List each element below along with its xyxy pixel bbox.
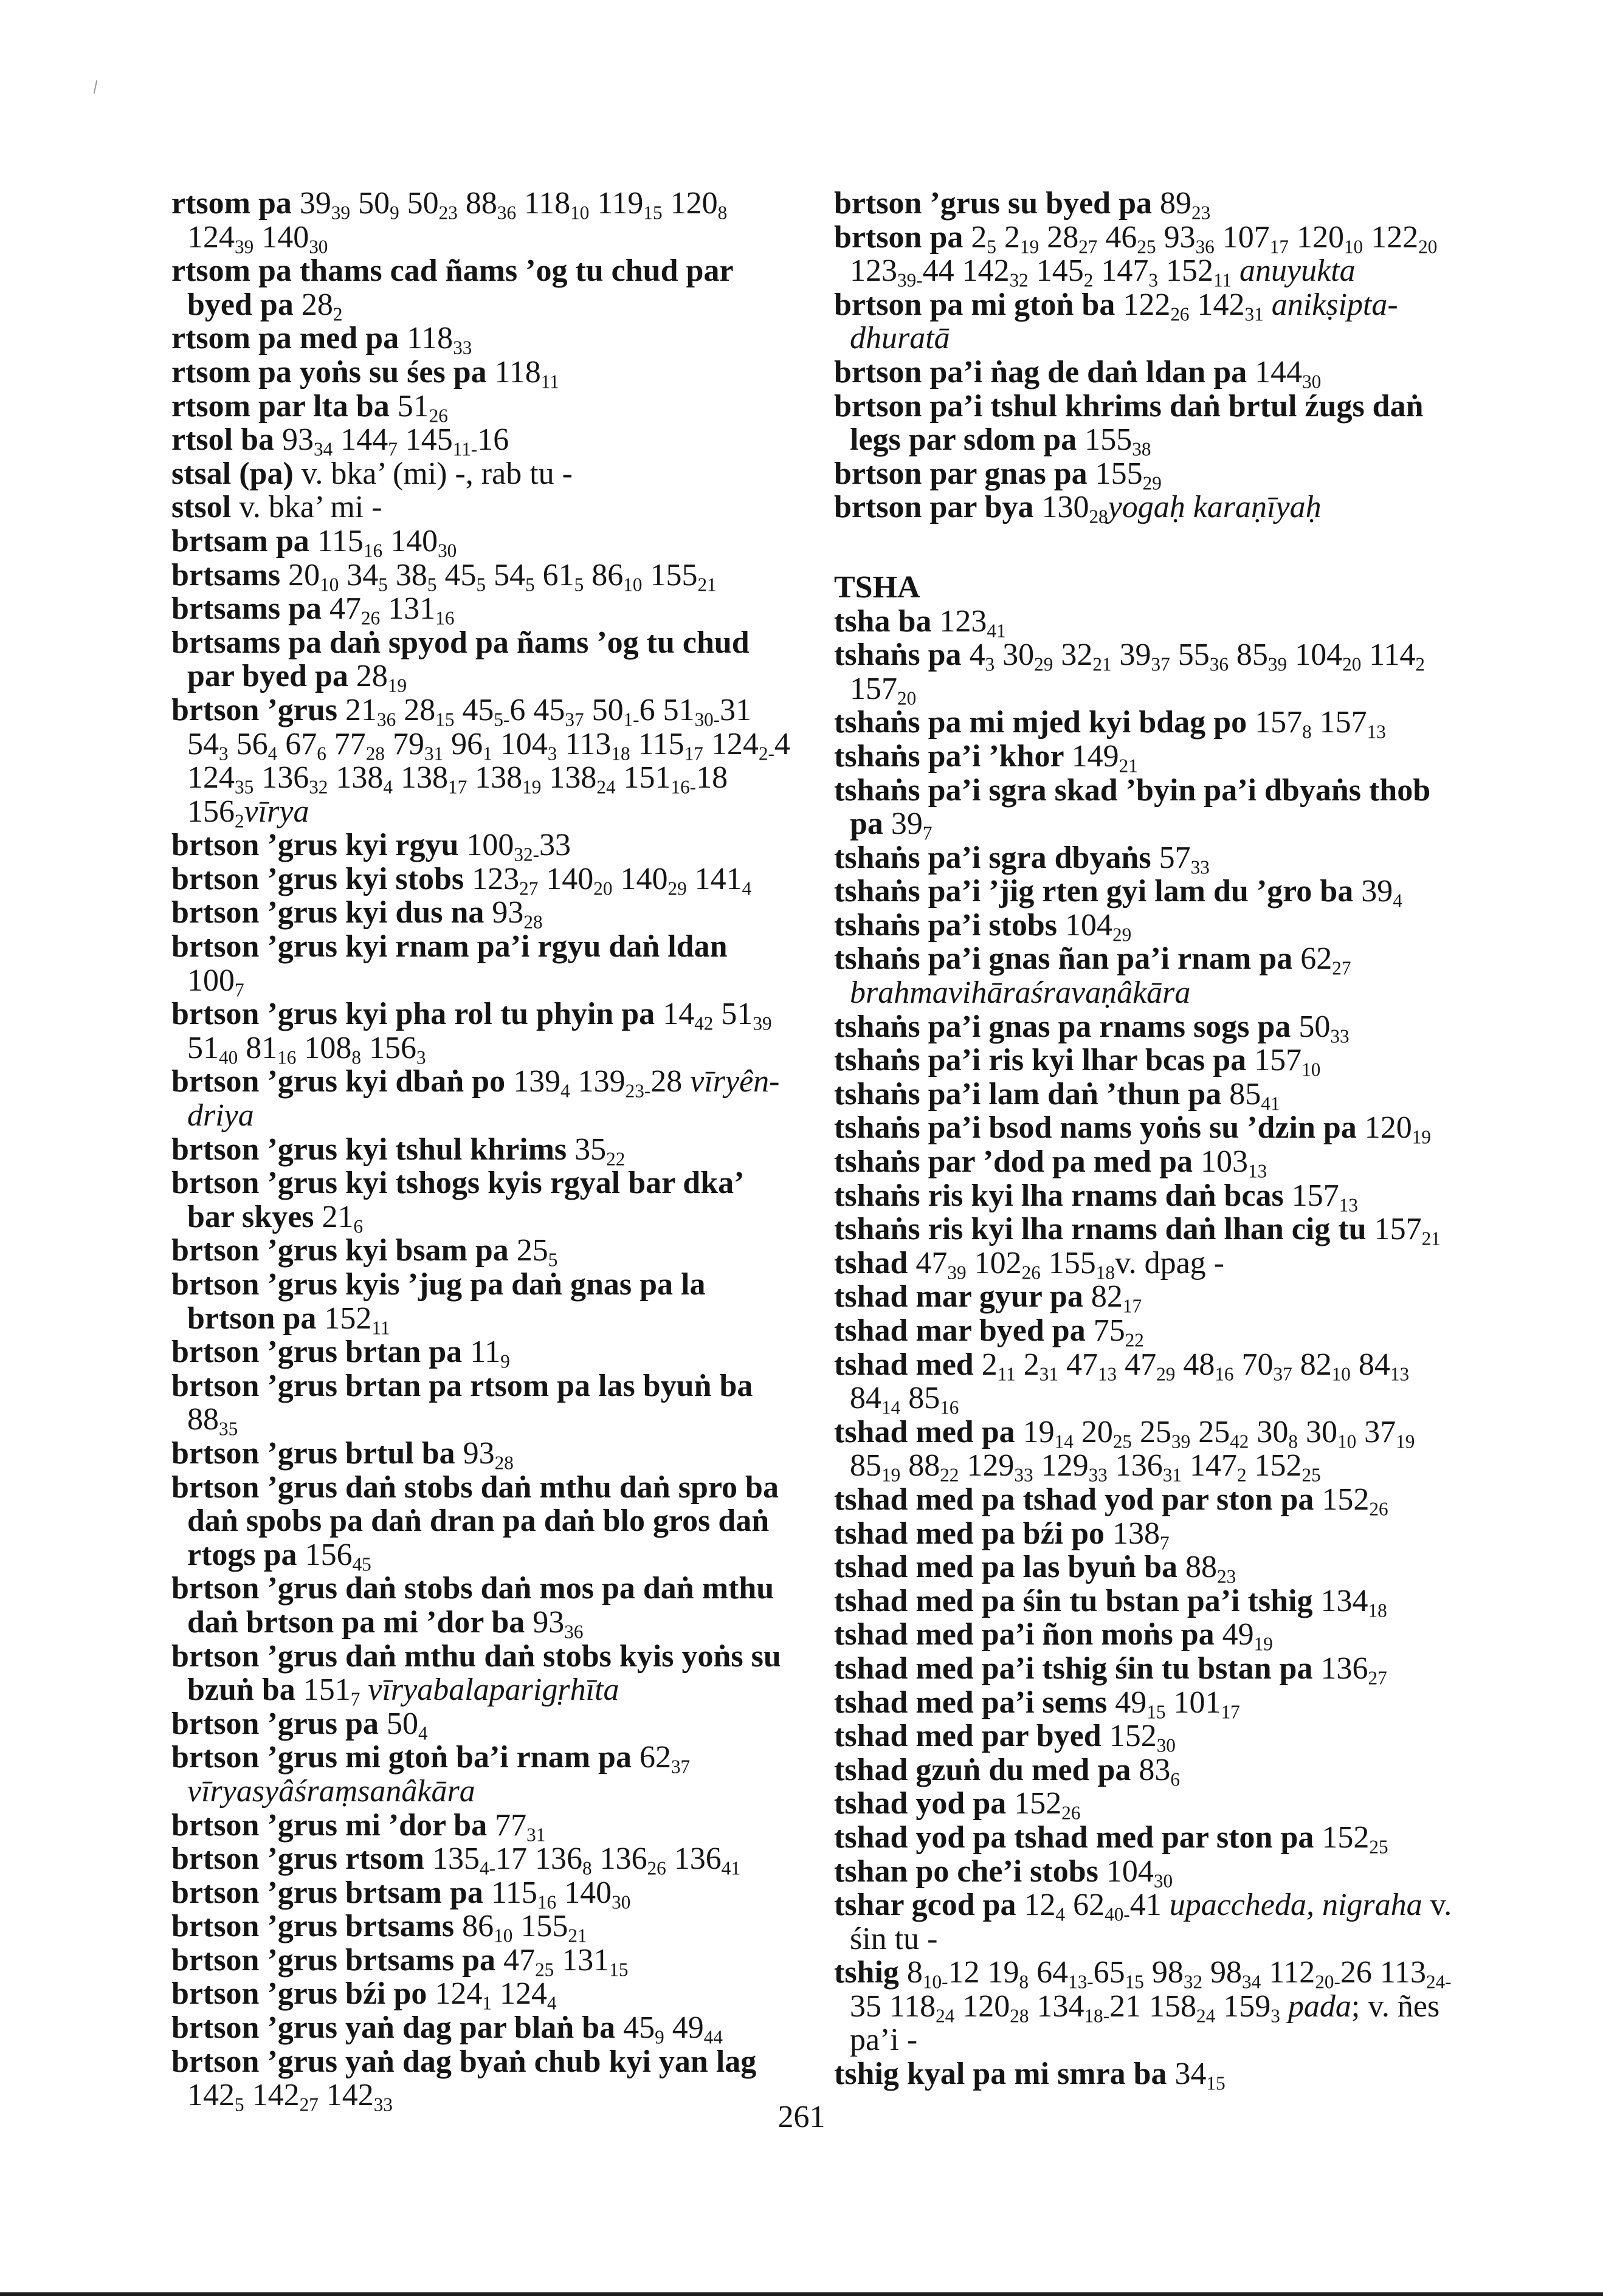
index-entry: [834, 1245, 1454, 1284]
index-entry: [834, 605, 1454, 639]
page-references: $47_{26}$ $131_{16}$: [329, 591, 455, 629]
page-references: $8_{10-}12$ $19_8$ $64_{13-}65_{15}$ $98_{32}$ $98_{34}$ $112_{20-}26$ $113_{24-}35$ $118_{24}$ $120_{28}$ $134_{18-}21$ $158_{24}$ $159_3$: [850, 1955, 1452, 2027]
headword: brtson ’grus rtsom: [171, 1841, 432, 1877]
headword: brtson pa: [834, 219, 971, 255]
headword: brtson ’grus su byed pa: [834, 186, 1160, 221]
sanskrit-equivalent: brahmavihāraśravaṇâkāra: [850, 975, 1191, 1011]
headword: tshad med pa’i sems: [834, 1685, 1115, 1720]
headword: brtson ’grus kyi pha rol tu phyin pa: [171, 997, 663, 1032]
index-entry: [834, 1482, 1454, 1520]
index-entry: [834, 1855, 1454, 1889]
headword: brtsams: [171, 557, 289, 593]
headword: brtson ’grus yaṅ dag byaṅ chub kyi yan lag: [171, 2044, 757, 2079]
index-entry: [834, 942, 1454, 1009]
headword: rtsom pa med pa: [171, 321, 407, 356]
page-references: $157_{10}$: [1254, 1043, 1321, 1081]
page-references: $104_{30}$: [1106, 1854, 1173, 1891]
page-references: $152_{25}$: [1322, 1820, 1388, 1858]
headword: tshad med: [834, 1347, 982, 1382]
index-entry: [171, 1065, 791, 1132]
index-entry: [171, 2010, 791, 2048]
page-references: $93_{36}$: [533, 1604, 584, 1643]
index-entry: [834, 1786, 1454, 1824]
page-references: $35_{22}$: [574, 1132, 626, 1169]
headword: brtson ’grus kyi dus na: [171, 895, 492, 930]
headword: brtson ’grus brtul ba: [171, 1435, 463, 1471]
page-references: $85_{41}$: [1229, 1076, 1280, 1115]
index-entry: [171, 1133, 791, 1167]
index-entry: [171, 1942, 791, 1981]
headword: rtsom pa: [171, 186, 300, 221]
cross-reference: v. bka’ mi -: [239, 490, 382, 525]
headword: brtson ’grus brtan pa rtsom pa las byuṅ ba: [171, 1368, 753, 1403]
index-entry: [171, 1909, 791, 1947]
page-references: $39_{39}$ $50_9$ $50_{23}$ $88_{36}$ $118_{10}$ $119_{15}$ $120_8$ $124_{39}$ $140_{30}$: [187, 186, 728, 257]
sanskrit-equivalent: vīryên-driya: [187, 1064, 780, 1133]
index-entry: [834, 1719, 1454, 1756]
index-entry: [834, 1144, 1454, 1182]
sanskrit-equivalent: vīrya: [244, 794, 309, 829]
index-entry: [834, 1517, 1454, 1551]
sanskrit-equivalent: yogaḥ karaṇīyaḥ: [1108, 490, 1322, 525]
index-entry: [171, 1335, 791, 1372]
index-entry: [171, 186, 791, 257]
index-entry: [171, 1638, 791, 1710]
page-references: $25_5$: [516, 1233, 558, 1271]
index-entry: [171, 1233, 791, 1271]
headword: tshaṅs pa mi mjed kyi bdag po: [834, 705, 1255, 740]
page-references: $120_{19}$: [1364, 1110, 1431, 1148]
index-entry: [834, 1820, 1454, 1858]
index-entry: [834, 186, 1454, 224]
page-references: $86_{10}$ $155_{21}$: [462, 1909, 587, 1947]
index-entry: [834, 1583, 1454, 1621]
headword: tshaṅs ris kyi lha rnams daṅ lhan cig tu: [834, 1212, 1374, 1247]
page-references: $157_{13}$: [1291, 1178, 1358, 1215]
page-references: $130_{28}$: [1041, 490, 1108, 528]
headword: tshaṅs ris kyi lha rnams daṅ bcas: [834, 1178, 1292, 1213]
headword: brtson par gnas pa: [834, 456, 1095, 491]
headword: brtson ’grus kyi tshogs kyis rgyal bar dka’ bar skyes: [171, 1166, 742, 1234]
index-entry: [171, 861, 791, 899]
headword: tsha ba: [834, 603, 940, 639]
headword: tshad med pa bźi po: [834, 1516, 1112, 1551]
index-entry: [171, 1875, 791, 1913]
headword: brtsams pa: [171, 591, 330, 627]
index-entry: [171, 1741, 791, 1808]
page-references: $2_5$ $2_{19}$ $28_{27}$ $46_{25}$ $93_{36}$ $107_{17}$ $120_{10}$ $122_{20}$ $123_{39-}44$ $142_{32}$ $145_2$ $147_3$ $152_{11}$: [850, 219, 1438, 291]
headword: tshaṅs pa’i ’jig rten gyi lam du ’gro ba: [834, 874, 1362, 909]
headword: tshad med pa: [834, 1414, 1023, 1449]
page-references: $45_9$ $49_{44}$: [623, 2010, 723, 2048]
index-entry: [834, 1888, 1454, 1956]
index-entry: [834, 1212, 1454, 1249]
sanskrit-equivalent: upaccheda, nigraha: [1169, 1888, 1422, 1923]
headword: tshaṅs pa’i sgra skad ’byin pa’i dbyaṅs thob pa: [834, 772, 1431, 842]
page-references: $83_6$: [1139, 1752, 1180, 1790]
headword: brtson ’grus kyi bsam pa: [171, 1233, 517, 1268]
index-entry: [834, 1076, 1454, 1115]
headword: tshad yod pa: [834, 1786, 1015, 1821]
page-references: $138_7$: [1112, 1516, 1170, 1553]
page-references: $39_4$: [1361, 874, 1402, 912]
right-column: [834, 186, 1454, 2094]
page-references: $77_{31}$: [495, 1807, 546, 1845]
headword: brtson pa mi gtoṅ ba: [834, 287, 1123, 322]
page-references: $104_{29}$: [1065, 907, 1132, 946]
headword: tshad med pa las byuṅ ba: [834, 1550, 1185, 1585]
index-entry: [834, 288, 1454, 356]
page-references: $88_{23}$: [1185, 1550, 1236, 1587]
page-references: $75_{22}$: [1093, 1313, 1144, 1351]
index-entry: [171, 929, 791, 1001]
sanskrit-equivalent: pada: [1288, 1988, 1351, 2024]
index-entry: [834, 738, 1454, 777]
headword: tshad med par byed: [834, 1719, 1109, 1754]
scan-mark: [94, 80, 98, 94]
page-references: $157_{21}$: [1374, 1212, 1441, 1249]
headword: rtsom pa yoṅs su śes pa: [171, 354, 495, 390]
index-entry: [834, 874, 1454, 912]
page-references: $21_{36}$ $28_{15}$ $45_{5-}6$ $45_{37}$ $50_{1-}6$ $51_{30-}31$ $54_3$ $56_4$ $67_6$ $77_{28}$ $79_{31}$ $96_1$ $104_3$ $113_{18}$ $115_{17}$ $124_{2-}4$ $124_{35}$ $136_{32}$ $138_4$ $138_{17}$ $138_{19}$ $138_{24}$ $151_{16-}18$ $156_2$: [187, 692, 790, 832]
page-references: $152_{30}$: [1109, 1719, 1176, 1756]
index-entry: [834, 1956, 1454, 2057]
index-entry: [171, 1571, 791, 1643]
headword: brtson pa’i tshul khrims daṅ brtul źugs daṅ legs par sdom pa: [834, 388, 1424, 458]
index-entry: [834, 354, 1454, 393]
headword: brtson ’grus brtsams: [171, 1909, 463, 1944]
page-references: $144_{30}$: [1255, 354, 1322, 393]
index-entry: [171, 997, 791, 1068]
index-entry: [171, 895, 791, 933]
headword: tshad gzuṅ du med pa: [834, 1752, 1139, 1787]
page-references: $19_{14}$ $20_{25}$ $25_{39}$ $25_{42}$ $30_8$ $30_{10}$ $37_{19}$ $85_{19}$ $88_{22}$ $129_{33}$ $129_{33}$ $136_{31}$ $147_2$ $152_{25}$: [850, 1414, 1415, 1486]
page-references: $152_{11}$: [324, 1301, 390, 1338]
index-entry: [834, 1414, 1454, 1486]
headword: tshaṅs pa: [834, 638, 970, 673]
headword: brtson ’grus bźi po: [171, 1976, 435, 2012]
page-references: $134_{18}$: [1320, 1583, 1387, 1621]
sanskrit-equivalent: anuyukta: [1239, 253, 1356, 289]
headword: tshad med pa śin tu bstan pa’i tshig: [834, 1583, 1321, 1618]
index-entry: [171, 523, 791, 562]
index-entry: [834, 219, 1454, 291]
page-references: $155_{29}$: [1095, 456, 1162, 494]
headword: brtson par bya: [834, 490, 1042, 525]
index-entry: [171, 1267, 791, 1338]
page-references: $100_7$: [187, 963, 244, 1001]
headword: brtson ’grus kyis ’jug pa daṅ gnas pa la brtson pa: [171, 1267, 706, 1336]
cross-reference: v. śin tu -: [850, 1888, 1452, 1956]
page-references: $82_{17}$: [1091, 1279, 1142, 1317]
headword: tshad med pa’i ñon moṅs pa: [834, 1617, 1222, 1652]
index-entry: [834, 388, 1454, 460]
page-references: $57_{33}$: [1159, 840, 1210, 878]
headword: brtson ’grus mi gtoṅ ba’i rnam pa: [171, 1740, 639, 1775]
headword: rtsom pa thams cad ñams ’og tu chud par byed pa: [171, 253, 733, 322]
index-entry: [171, 625, 791, 696]
page-references: $151_7$: [303, 1672, 360, 1710]
headword: brtson ’grus mi ’dor ba: [171, 1807, 495, 1843]
index-entry: [834, 1110, 1454, 1148]
page-references: $20_{10}$ $34_5$ $38_5$ $45_5$ $54_5$ $61_5$ $86_{10}$ $155_{21}$: [288, 557, 717, 595]
headword: brtson ’grus kyi stobs: [171, 861, 472, 896]
section-heading: TSHA: [834, 569, 920, 605]
index-entry: [171, 1706, 791, 1744]
left-column: [171, 186, 791, 2116]
index-entry: [171, 1841, 791, 1879]
headword: tshaṅs pa’i bsod nams yoṅs su ’dzin pa: [834, 1110, 1365, 1146]
headword: tshaṅs pa’i lam daṅ ’thun pa: [834, 1076, 1230, 1112]
headword: brtson ’grus pa: [171, 1706, 387, 1741]
page-references: $47_{39}$ $102_{26}$ $155_{18}$: [915, 1245, 1115, 1284]
page-references: $155_{38}$: [1084, 422, 1151, 460]
index-entry: [834, 1179, 1454, 1213]
headword: tshad mar byed pa: [834, 1313, 1094, 1348]
headword: brtson ’grus: [171, 692, 346, 727]
index-entry: [834, 1651, 1454, 1689]
page-references: $124_1$ $124_4$: [435, 1976, 557, 2014]
page-references: $62_{37}$: [639, 1740, 691, 1778]
index-entry: [834, 1043, 1454, 1081]
index-entry: [171, 591, 791, 629]
index-entry: [171, 1469, 791, 1575]
headword: brtsams pa daṅ spyod pa ñams ’og tu chud par byed pa: [171, 625, 750, 694]
page-references: $118_{11}$: [494, 354, 559, 393]
headword: brtson ’grus kyi rnam pa’i rgyu daṅ ldan: [171, 929, 728, 964]
index-entry: [171, 321, 791, 359]
page-references: $49_{19}$: [1222, 1617, 1273, 1655]
page-references: $157_8$ $157_{13}$: [1255, 705, 1386, 743]
headword: tshad med pa tshad yod par ston pa: [834, 1482, 1322, 1517]
headword: tshaṅs pa’i ris kyi lhar bcas pa: [834, 1043, 1255, 1078]
page-references: $28_{19}$: [356, 659, 407, 696]
index-entry: [171, 1368, 791, 1440]
sanskrit-equivalent: vīryasyâśraṃsanâkāra: [187, 1773, 475, 1809]
page-references: $50_{33}$: [1298, 1009, 1350, 1047]
page-references: $34_{15}$: [1174, 2057, 1226, 2094]
page-references: $136_{27}$: [1320, 1651, 1387, 1689]
bottom-edge-rule: [0, 2292, 1603, 2296]
headword: tshad med pa’i tshig śin tu bstan pa: [834, 1651, 1321, 1686]
page-references: $50_4$: [386, 1706, 428, 1744]
headword: tshaṅs pa’i stobs: [834, 907, 1066, 943]
page-references: $28_2$: [301, 287, 343, 325]
page-references: $93_{28}$: [463, 1435, 514, 1474]
index-entry: [171, 828, 791, 865]
headword: brtson ’grus brtsam pa: [171, 1875, 491, 1910]
page-references: $123_{27}$ $140_{20}$ $140_{29}$ $141_4$: [472, 861, 752, 899]
index-entry: [834, 705, 1454, 743]
headword: tshar gcod pa: [834, 1888, 1024, 1923]
headword: brtson ’grus yaṅ dag par blaṅ ba: [171, 2010, 624, 2046]
page-references: $139_4$ $139_{23-}28$: [513, 1064, 683, 1102]
page-references: $100_{32-}33$: [466, 828, 571, 865]
headword: brtson ’grus kyi rgyu: [171, 828, 467, 863]
cross-reference: ; v. ñes pa’i -: [850, 1988, 1440, 2058]
page-references: $135_{4-}17$ $136_8$ $136_{26}$ $136_{41}$: [432, 1841, 740, 1879]
page-references: $115_{16}$ $140_{30}$: [317, 523, 457, 562]
headword: tshig kyal pa mi smra ba: [834, 2057, 1175, 2092]
page-references: $49_{15}$ $101_{17}$: [1115, 1685, 1240, 1722]
index-entry: [834, 907, 1454, 946]
page-references: $115_{16}$ $140_{30}$: [491, 1875, 631, 1913]
page-references: $21_6$: [322, 1199, 364, 1237]
index-entry: [171, 1166, 791, 1237]
headword: brtson ’grus kyi tshul khrims: [171, 1132, 575, 1167]
headword: tshaṅs pa’i gnas pa rnams sogs pa: [834, 1009, 1299, 1044]
page-references: $103_{13}$: [1201, 1144, 1267, 1182]
page-references: $156_{45}$: [305, 1537, 371, 1575]
index-entry: [171, 559, 791, 593]
page-references: $118_{33}$: [407, 321, 472, 359]
page-references: $12_4$ $62_{40-}41$: [1024, 1888, 1162, 1925]
index-entry: [171, 490, 791, 524]
index-entry: [834, 1550, 1454, 1587]
headword: tshaṅs pa’i gnas ñan pa’i rnam pa: [834, 941, 1301, 977]
index-entry: [834, 772, 1454, 844]
page-references: $14_{42}$ $51_{39}$ $51_{40}$ $81_{16}$ $108_8$ $156_3$: [187, 997, 772, 1068]
page-references: $51_{26}$: [397, 388, 448, 426]
page-number: 261: [777, 2100, 826, 2134]
index-entry: [171, 354, 791, 393]
index-entry: [171, 390, 791, 424]
page-references: $93_{28}$: [492, 895, 543, 933]
sanskrit-equivalent: anikṣipta-dhuratā: [850, 287, 1398, 356]
headword: brtson pa’i ṅag de daṅ ldan pa: [834, 354, 1255, 390]
page-references: $39_7$: [891, 806, 932, 844]
page-references: $152_{26}$: [1014, 1786, 1081, 1824]
cross-reference: v. dpag -: [1114, 1245, 1224, 1280]
index-entry: [171, 422, 791, 460]
headword: brtson ’grus daṅ mthu daṅ stobs kyis yoṅs su bzuṅ ba: [171, 1638, 781, 1708]
headword: brtson ’grus brtsams pa: [171, 1942, 504, 1978]
page-references: $152_{26}$: [1322, 1482, 1388, 1520]
headword: rtsol ba: [171, 422, 282, 458]
headword: brtson ’grus daṅ stobs daṅ mthu daṅ spro ba daṅ spobs pa daṅ dran pa daṅ blo gros daṅ rtogs pa: [171, 1469, 779, 1572]
page-references: $4_3$ $30_{29}$ $32_{21}$ $39_{37}$ $55_{36}$ $85_{39}$ $104_{20}$ $114_2$ $157_{20}$: [850, 638, 1425, 709]
headword: tshad mar gyur pa: [834, 1279, 1091, 1315]
headword: brtson ’grus daṅ stobs daṅ mos pa daṅ mthu daṅ brtson pa mi ’dor ba: [171, 1571, 774, 1640]
index-entry: [834, 1313, 1454, 1351]
headword: brtson ’grus brtan pa: [171, 1335, 471, 1370]
page-references: $2_{11}$ $2_{31}$ $47_{13}$ $47_{29}$ $48_{16}$ $70_{37}$ $82_{10}$ $84_{13}$ $84_{14}$ $85_{16}$: [850, 1347, 1410, 1418]
index-entry: [171, 457, 791, 491]
headword: tshad: [834, 1245, 916, 1280]
sanskrit-equivalent: vīryabalaparigṛhīta: [368, 1672, 619, 1708]
index-entry: [834, 1009, 1454, 1047]
index-entry: [171, 692, 791, 832]
cross-reference: v. bka’ (mi) -, rab tu -: [301, 456, 573, 491]
headword: stsol: [171, 490, 240, 525]
headword: tshaṅs pa’i sgra dbyaṅs: [834, 840, 1159, 875]
page-references: $88_{35}$: [187, 1402, 238, 1440]
headword: rtsom par lta ba: [171, 388, 398, 424]
index-entry: [834, 456, 1454, 494]
headword: stsal (pa): [171, 456, 302, 491]
page-references: $142_5$ $142_{27}$ $142_{33}$: [187, 2078, 393, 2116]
index-entry: [834, 490, 1454, 528]
headword: brtson ’grus kyi dbaṅ po: [171, 1064, 514, 1099]
headword: tshaṅs par ’dod pa med pa: [834, 1144, 1201, 1180]
page-references: $123_{41}$: [939, 603, 1006, 641]
page-references: $47_{25}$ $131_{15}$: [503, 1942, 629, 1981]
index-entry: [171, 1435, 791, 1474]
index-entry: [834, 1279, 1454, 1317]
page-references: $62_{27}$: [1300, 941, 1351, 979]
headword: tshad yod pa tshad med par ston pa: [834, 1820, 1322, 1855]
headword: brtsam pa: [171, 523, 317, 559]
page-references: $122_{26}$ $142_{31}$: [1123, 287, 1264, 325]
index-entry: [834, 1617, 1454, 1655]
index-entry: [171, 1809, 791, 1843]
index-entry: [834, 2057, 1454, 2094]
page-references: $11_9$: [470, 1335, 510, 1372]
index-entry: [834, 1752, 1454, 1790]
index-entry: [834, 638, 1454, 709]
page-references: $89_{23}$: [1160, 186, 1211, 224]
headword: tshan po che’i stobs: [834, 1854, 1106, 1889]
index-entry: [834, 840, 1454, 878]
section-gap: [834, 524, 1454, 571]
page-references: $93_{34}$ $144_7$ $145_{11-}16$: [282, 422, 509, 460]
index-entry: [171, 253, 791, 325]
index-entry: [171, 1976, 791, 2014]
page-references: $149_{21}$: [1071, 738, 1138, 777]
headword: tshig: [834, 1955, 907, 1990]
headword: tshaṅs pa’i ’khor: [834, 738, 1072, 774]
index-entry: [834, 1686, 1454, 1720]
index-entry: [834, 1347, 1454, 1418]
